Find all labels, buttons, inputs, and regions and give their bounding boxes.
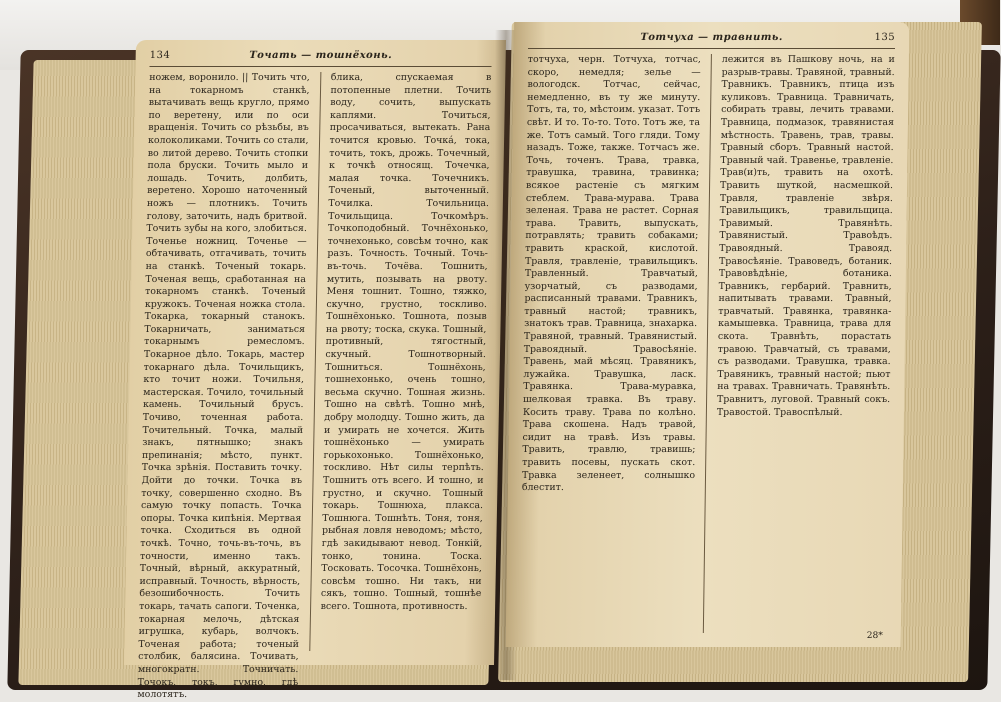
left-page-header: [150, 50, 492, 66]
right-header-rule: [528, 48, 895, 49]
right-running-head: Тотчуха — травнить.: [640, 32, 784, 43]
left-page: [124, 40, 506, 701]
right-page-number: 135: [874, 32, 896, 43]
left-column-1: ножем, воронило. || Точить что, на токарномъ станкѣ, вытачивать вещь кругло, прямо по веретену, или по оси вращенія. Точить со рѣзьбы, въ колоколиками. Точить со стали, во литой дерево. Точить стопки пола бруски. Точить мыло и лошадь. Точить, долбить, веретено. Хорошо наточенный ножъ — плотникъ. Точить голову, заточить, надъ бритвой. Точить зубы на кого, злобиться. Точенье ножниц. Точенье — обтачивать, отгачивать, точить на станкѣ. Точеный токарь. Точеная вещь, сработанная на токарномъ станкѣ. Точеный кружокъ. Точеная ножка стола. Токарка, токарный станокъ. Токарничать, заниматься токарнымъ ремесломъ. Токарное дѣло. Токарь, мастер токарнаго дѣла. Точильщикъ, кто точит ножи. Точильня, мастерская. Точило, точильный камень. Точильный брусъ. Точиво, точенная работа. Точительный. Точка, малый знакъ, пятнышко; знакъ препинанія; мѣсто, пункт. Точка зрѣнія. Поставить точку. Дойти до точки. Точка въ точку, совершенно сходно. Въ самую точку попасть. Точка опоры. Точка кипѣнія. Мертвая точка. Сходиться въ одной точкѣ. Точно, точь-въ-точь, въ точности, именно такъ. Точный, вѣрный, аккуратный, исправный. Точность, вѣрность, безошибочность. Точить токарь, тачать сапоги. Точенка, токарная мелочь, дѣтская игрушка, кубарь, волчокъ. Точеная работа; точеный столбик, балясина. Точивать, многократн. Точничать. Точокъ, токъ, гумно, гдѣ молотятъ.: [137, 72, 310, 701]
left-running-head: Точать — тошнёхонь.: [249, 50, 393, 61]
right-page-header: [528, 32, 895, 48]
column-divider: [703, 54, 712, 633]
column-divider: [309, 72, 321, 651]
right-columns: [520, 54, 895, 633]
left-page-number: 134: [149, 50, 171, 61]
left-column-2: блика, спускаемая в потопенные плетни. Точить воду, сочить, выпускать каплями. Точиться, просачиваться, вытекать. Рана точится кровью. Точкá, тока, точить, токъ, дрожь. Точечный, к точкѣ относящ. Точечка, малая точка. Точечникъ. Точеный, выточенный. Точилка. Точильница. Точильщица. Точкомѣръ. Точкоподобный. Точнёхонько, точнехонько, совсѣм точно, как разъ. Точность. Точный. Точь-въ-точь. Точёва. Тошнить, мутить, позывать на рвоту. Меня тошнит. Тошно, тяжко, скучно, грустно, тоскливо. Тошнёхонько. Тошнота, позыв на рвоту; тоска, скука. Тошный, противный, тягостный, скучный. Тошнотворный. Тошниться. Тошнёхонь, тошнехонько, очень тошно, весьма скучно. Тошная жизнь. Тошно на свѣтѣ. Тошно мнѣ, добру молодцу. Тошно жить, да и умирать не хочется. Жить тошнёхонько — умирать горькохонько. Тошнёхонько, тоскливо. Нѣт силы терпѣть. Тошнитъ отъ всего. И тошно, и грустно, и скучно. Тошный токарь. Тошнюха, плакса. Тошнюга. Тошнѣть. Тоня, тоня, рыбная ловля неводомъ; мѣсто, гдѣ закидывают невод. Тонкій, тонко, тонина. Тоска. Тосковать. Тосочка. Тошнёхонь, совсѣм тошно. Ни такъ, ни сякъ, тошно. Тошный, тошнѣе всего. Тошнота, противность.: [320, 72, 492, 612]
right-page: [506, 22, 910, 647]
right-column-1: тотчуха, черн. Тотчуха, тотчас, скоро, немедля; зелье — вологодск. Тотчас, сейчас, немедленно, въ ту же минуту. Тотъ, та, то, мѣстоим. указат. Тотъ свѣт. И то. То-то. Тото. Тотъ же, та же. Тотъ самый. Того гляди. Тому назадъ. Тоже, также. Тотчасъ же. Точь, точенъ. Трава, травка, травушка, травина, травинка; всякое растеніе съ мягким стеблем. Трава-мурава. Трава зеленая. Трава не растет. Сорная трава. Травить, выпускать, потравлять; травить собаками; травить краской, кислотой. Травля, травленіе, травильщикъ. Травленный. Травчатый, узорчатый, съ разводами, расписанный травами. Травникъ, травный настой; травникъ, знатокъ трав. Травница, знахарка. Травяной, травный. Травянистый. Травоядный. Травосѣяніе. Травень, май мѣсяц. Травяникъ, лужайка. Травушка, ласк. Травянка. Трава-муравка, шелковая травка. Въ траву. Косить траву. Трава по колѣно. Трава скошена. Надъ травой, сидит на травѣ. Изъ травы. Травить, травлю, травишь; травить посевы, пускать скот. Травка зеленеет, солнышко блестит.: [521, 54, 701, 494]
signature-mark: 28*: [866, 631, 883, 641]
right-column-2: лежится въ Пашкову ночь, на и разрыв-травы. Травяной, травный. Травникъ. Травникъ, птица изъ куликовъ. Травница. Травничать, собирать травы, лечить травами. Травница, подмазок, травянистая мѣстность. Травень, трав, травы. Травный сборъ. Травный настой. Травный чай. Травенье, травленіе. Трав(и)ть, травить на охотѣ. Травить шуткой, насмешкой. Травля, травленіе звѣря. Травильщикъ, травильщица. Травимый. Травянѣть. Травянистый. Травоѣдъ. Травоядный. Травояд. Травосѣяніе. Травоведъ, ботаник. Травовѣдѣніе, ботаника. Травникъ, гербарий. Травнить, напитывать травами. Травный, травчатый. Травянка, травянка-камышевка. Травница, трава для скота. Травнѣть, порастать травою. Травчатый, съ травами, съ разводами. Травушка, травка. Травяникъ, травный настой; пьют на травах. Травничать. Травянѣть. Травнитъ, луговой. Травный сокъ. Травостой. Травоспѣлый.: [716, 54, 895, 418]
left-header-rule: [149, 66, 491, 67]
left-columns: [137, 72, 492, 701]
